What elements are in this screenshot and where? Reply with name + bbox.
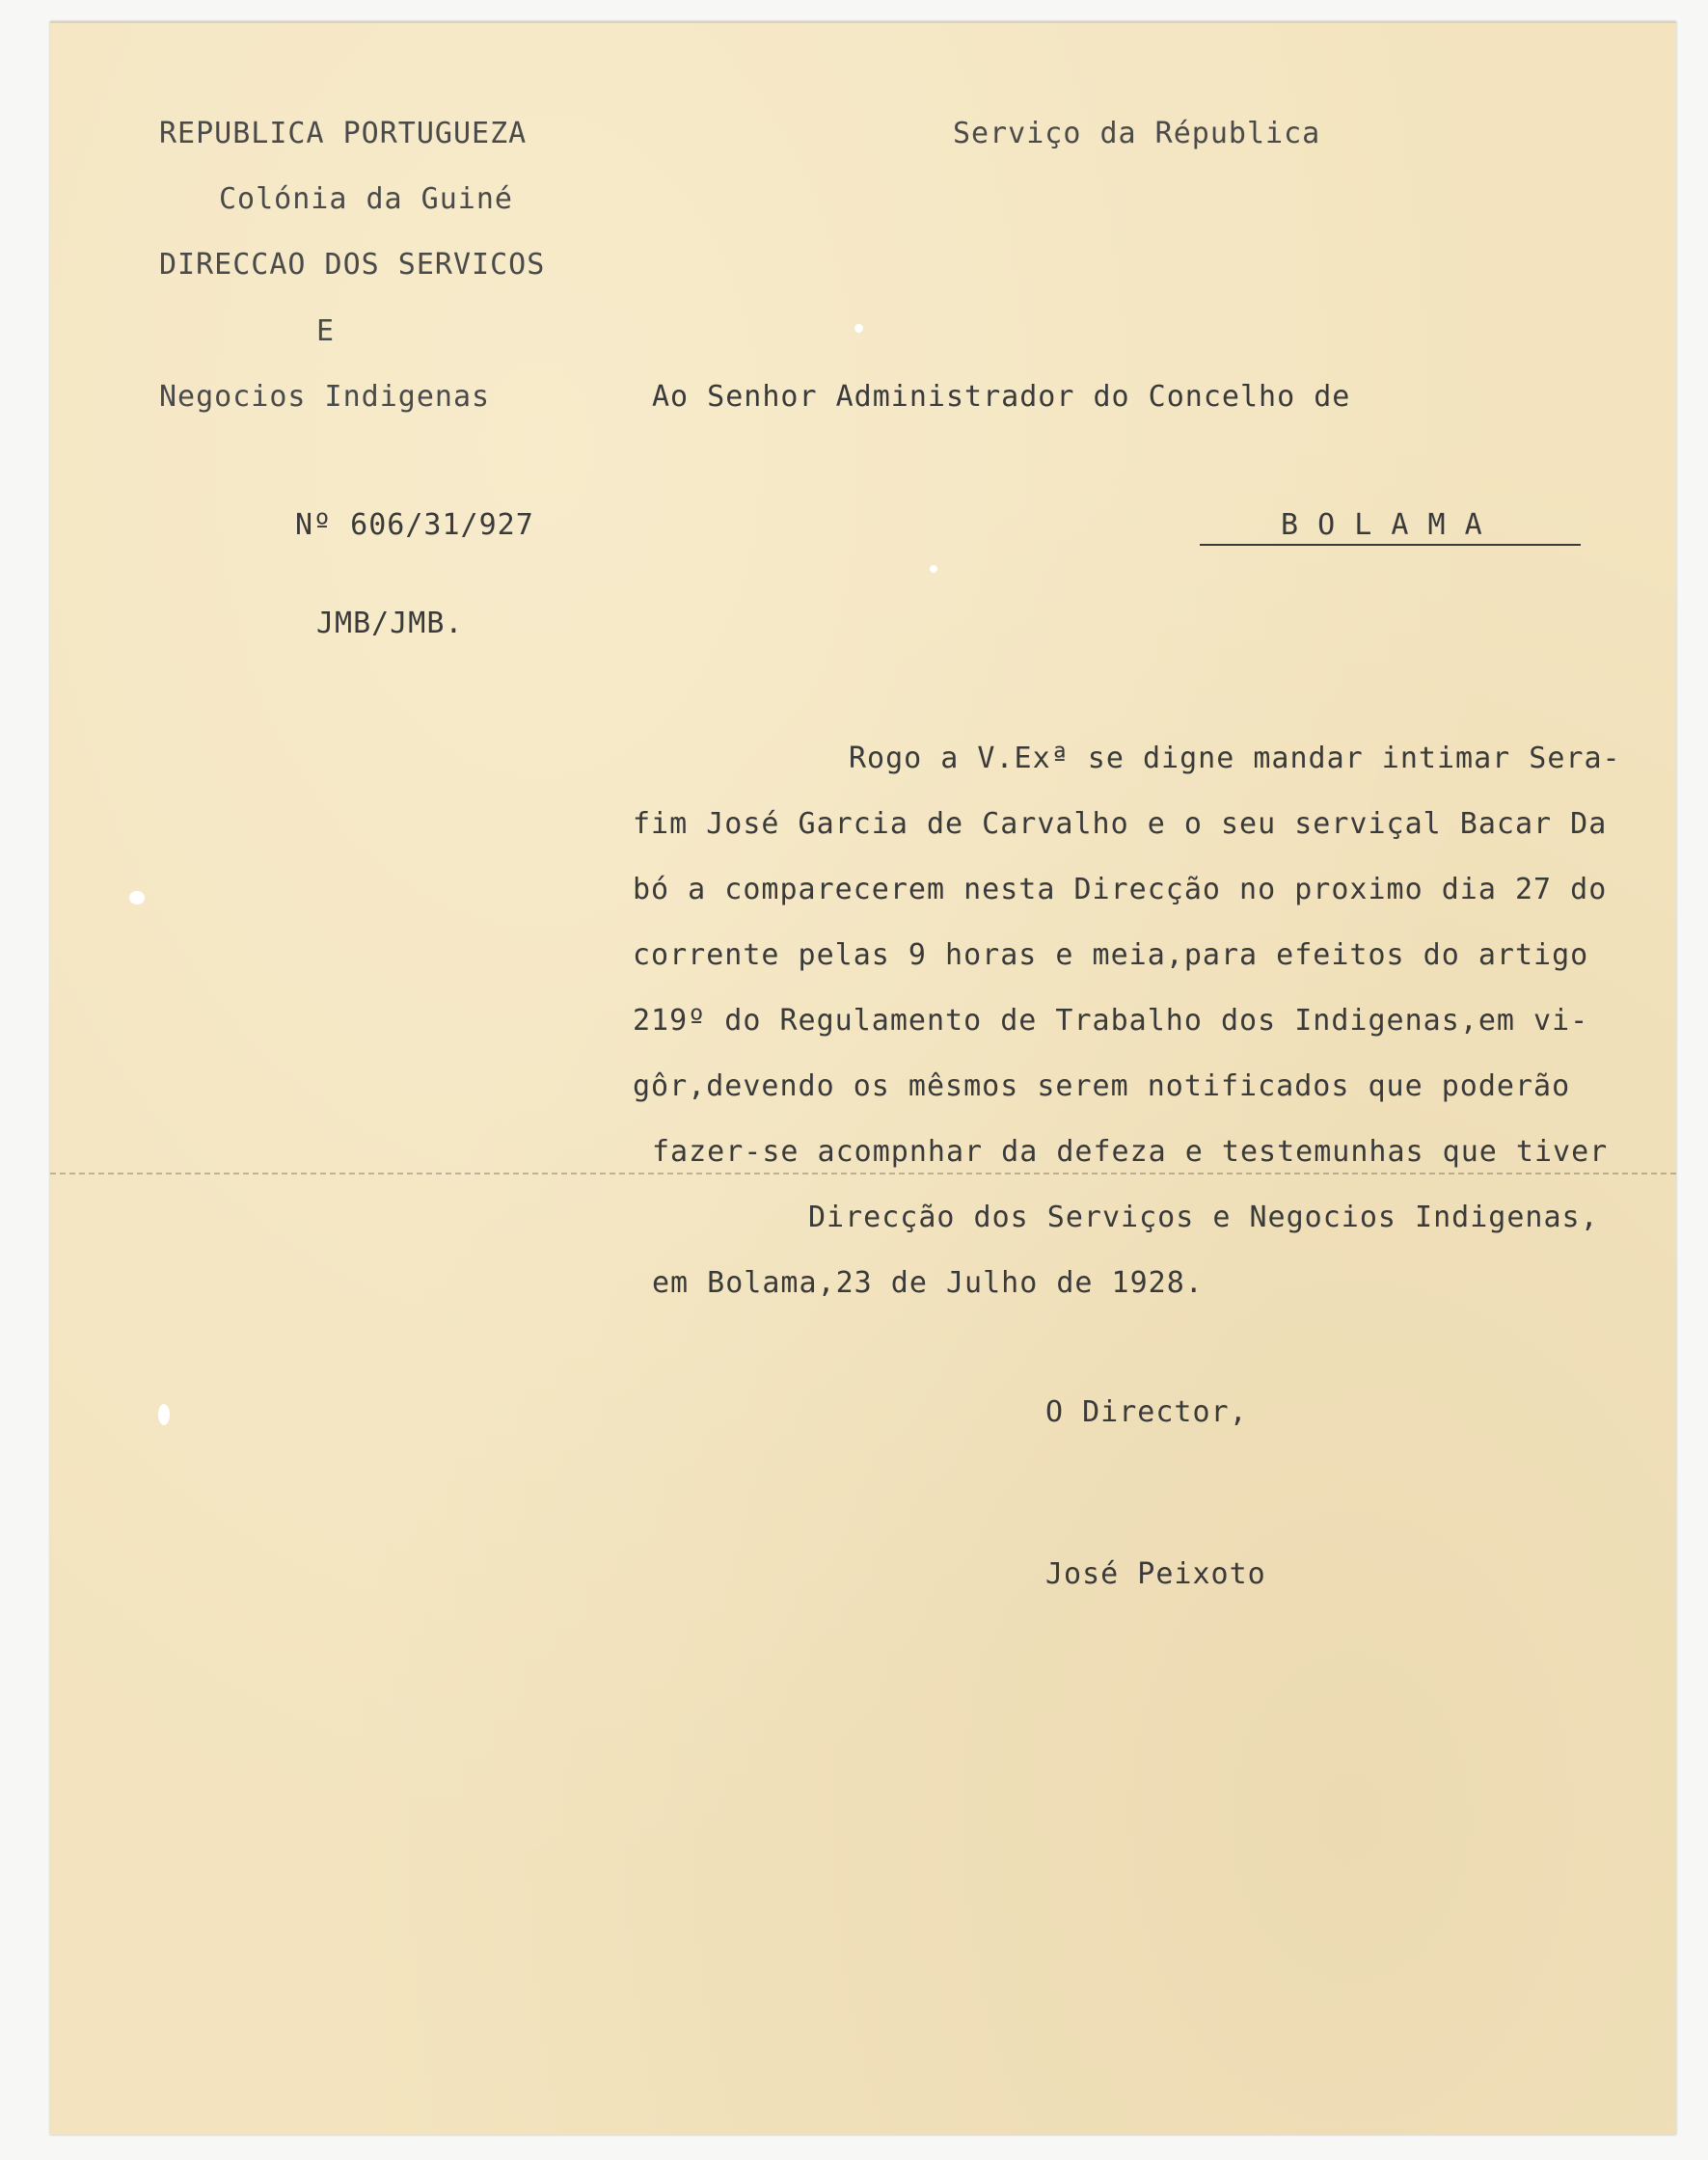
place-underline — [1200, 544, 1581, 546]
body-line: fazer-se acompnhar da defeza e testemunhas que tiver — [652, 1135, 1609, 1169]
addressee-place: B O L A M A — [1281, 508, 1483, 542]
fold-line — [50, 1173, 1676, 1174]
closing-line: Direcção dos Serviços e Negocios Indigenas, — [808, 1201, 1599, 1234]
signature-title: O Director, — [1045, 1395, 1248, 1429]
letterhead-native-affairs: Negocios Indigenas — [159, 380, 491, 414]
reference-initials: JMB/JMB. — [316, 607, 464, 640]
letterhead-directorate: DIRECCAO DOS SERVICOS — [159, 248, 546, 282]
closing-date-line: em Bolama,23 de Julho de 1928. — [652, 1266, 1204, 1300]
paper-blemish — [158, 1404, 170, 1425]
letterhead-republic: REPUBLICA PORTUGUEZA — [159, 117, 528, 150]
body-line: 219º do Regulamento de Trabalho dos Indigenas,em vi- — [633, 1004, 1589, 1038]
reference-number: Nº 606/31/927 — [295, 508, 534, 542]
addressee-line: Ao Senhor Administrador do Concelho de — [652, 380, 1351, 414]
body-line: corrente pelas 9 horas e meia,para efeitos do artigo — [633, 938, 1589, 972]
paper-blemish — [129, 891, 145, 904]
paper-sheet — [50, 21, 1676, 2135]
body-line: Rogo a V.Exª se digne mandar intimar Sera- — [849, 742, 1621, 775]
letterhead-colony: Colónia da Guiné — [219, 182, 513, 216]
body-line: fim José Garcia de Carvalho e o seu serviçal Bacar Da — [633, 807, 1608, 841]
paper-blemish — [854, 324, 863, 333]
paper-blemish — [930, 565, 937, 573]
signature-name: José Peixoto — [1045, 1557, 1266, 1591]
letterhead-conjunction: E — [316, 314, 336, 348]
body-line: bó a comparecerem nesta Direcção no proximo dia 27 do — [633, 873, 1608, 906]
service-mark: Serviço da Républica — [953, 117, 1321, 150]
body-line: gôr,devendo os mêsmos serem notificados que poderão — [633, 1069, 1571, 1103]
